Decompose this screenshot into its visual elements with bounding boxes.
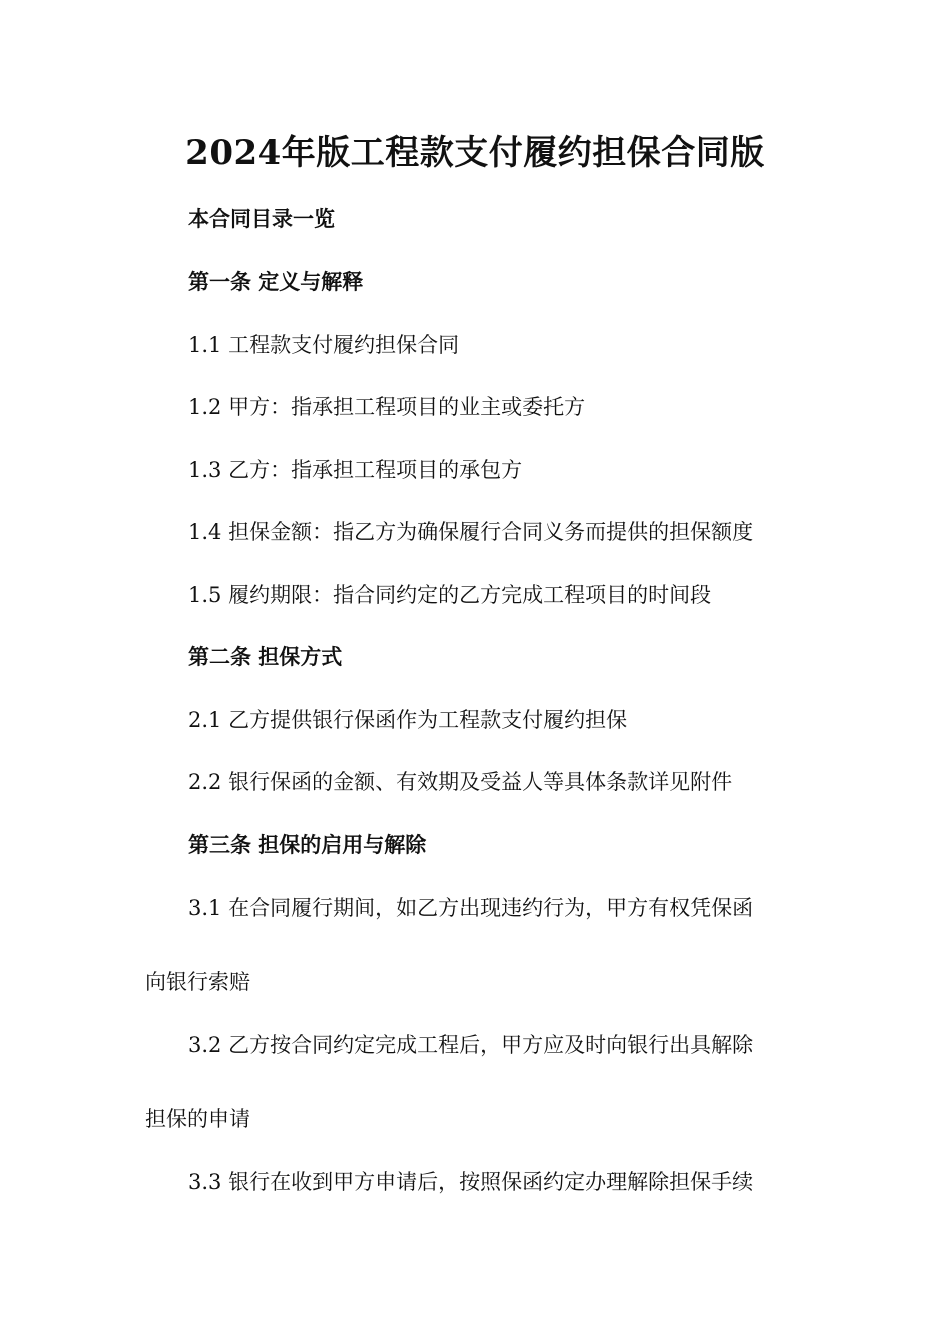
- clause-3-1-continued: 向银行索赔: [145, 970, 250, 994]
- clause-1-5: 1.5 履约期限：指合同约定的乙方完成工程项目的时间段: [188, 583, 712, 607]
- clause-1-1: 1.1 工程款支付履约担保合同: [188, 333, 460, 357]
- clause-2-2: 2.2 银行保函的金额、有效期及受益人等具体条款详见附件: [188, 770, 733, 794]
- clause-2-1: 2.1 乙方提供银行保函作为工程款支付履约担保: [188, 708, 628, 732]
- clause-1-2: 1.2 甲方：指承担工程项目的业主或委托方: [188, 395, 586, 419]
- section-heading-1: 第一条 定义与解释: [188, 270, 364, 294]
- document-title: 2024年版工程款支付履约担保合同版: [185, 133, 765, 173]
- clause-1-3: 1.3 乙方：指承担工程项目的承包方: [188, 458, 523, 482]
- clause-3-1: 3.1 在合同履行期间，如乙方出现违约行为，甲方有权凭保函: [188, 896, 754, 920]
- section-heading-2: 第二条 担保方式: [188, 645, 343, 669]
- clause-3-3: 3.3 银行在收到甲方申请后，按照保函约定办理解除担保手续: [188, 1170, 754, 1194]
- clause-1-4: 1.4 担保金额：指乙方为确保履行合同义务而提供的担保额度: [188, 520, 754, 544]
- toc-heading: 本合同目录一览: [188, 207, 335, 231]
- section-heading-3: 第三条 担保的启用与解除: [188, 833, 427, 857]
- clause-3-2-continued: 担保的申请: [145, 1107, 250, 1131]
- clause-3-2: 3.2 乙方按合同约定完成工程后，甲方应及时向银行出具解除: [188, 1033, 754, 1057]
